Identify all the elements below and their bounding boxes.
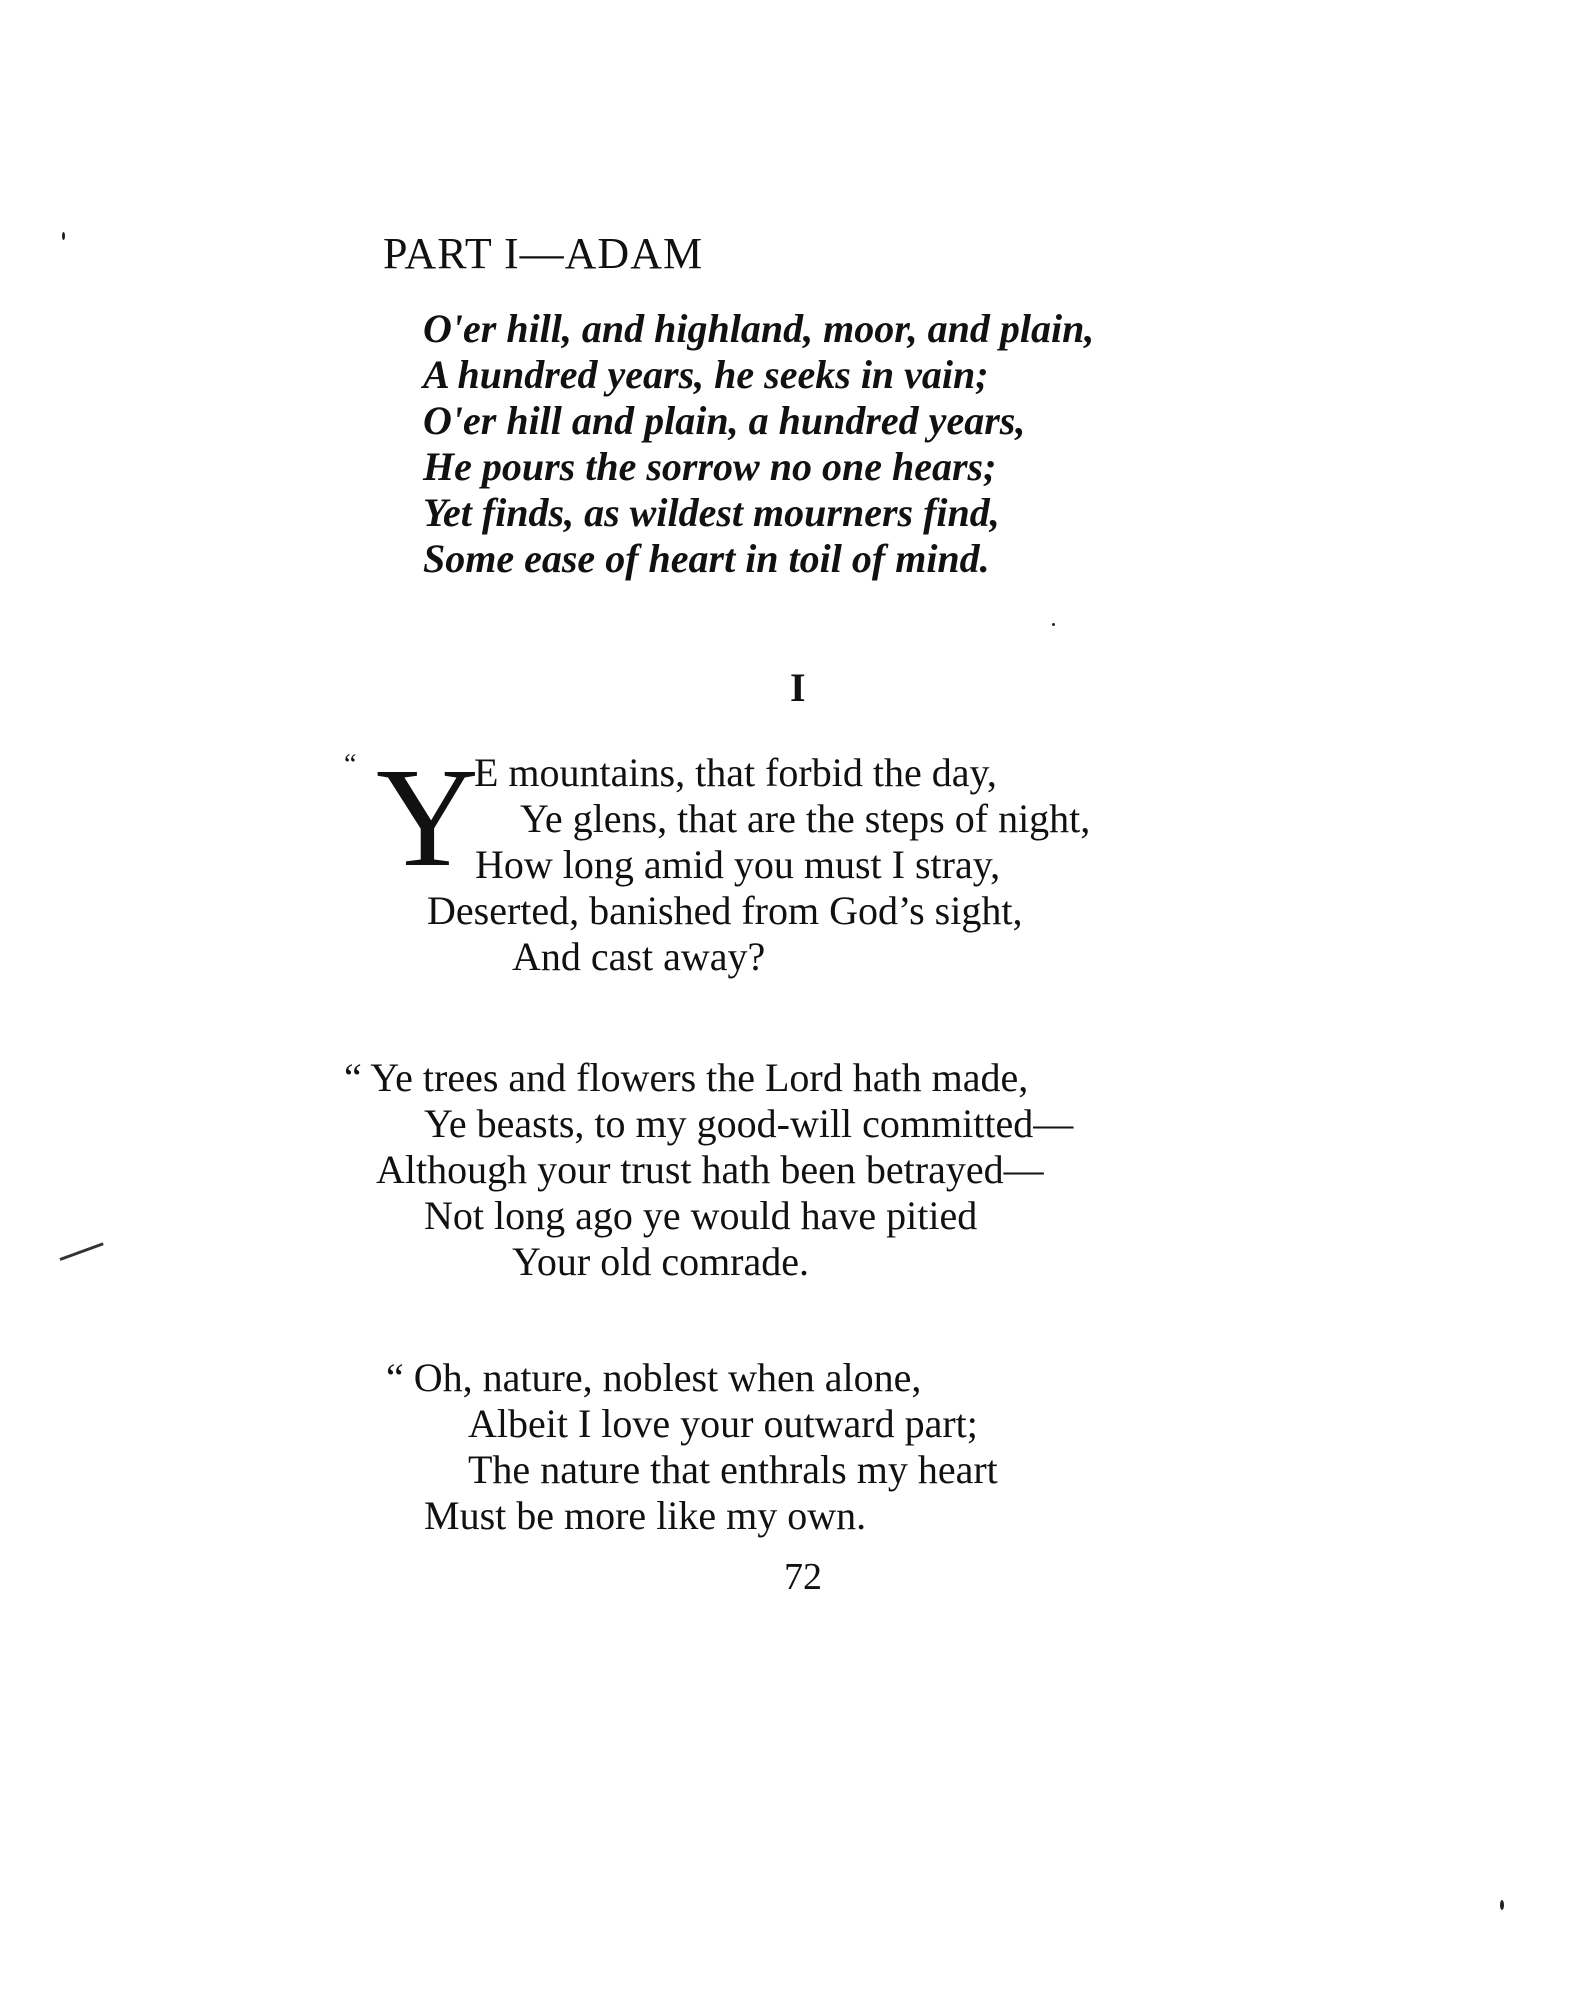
epigraph: [423, 306, 1094, 582]
verse-line: The nature that enthrals my heart: [468, 1447, 998, 1492]
epigraph-line: O'er hill, and highland, moor, and plain,: [423, 306, 1095, 351]
stanza-1: [344, 738, 1244, 990]
verse-line: Although your trust hath been betrayed—: [376, 1147, 1044, 1192]
drop-cap: Y: [376, 738, 479, 896]
section-number: I: [790, 665, 806, 710]
scan-speck: [1500, 1900, 1504, 1910]
part-heading: PART I—ADAM: [383, 229, 704, 278]
verse-line: Your old comrade.: [512, 1239, 810, 1284]
scan-speck: [62, 232, 65, 240]
verse-line: How long amid you must I stray,: [475, 842, 1001, 887]
verse-line: And cast away?: [512, 934, 766, 979]
verse-line: Albeit I love your outward part;: [468, 1401, 978, 1446]
epigraph-line: Yet finds, as wildest mourners find,: [423, 490, 1000, 535]
verse-line: Ye beasts, to my good-will committed—: [424, 1101, 1074, 1146]
verse-line: Ye glens, that are the steps of night,: [520, 796, 1091, 841]
epigraph-line: Some ease of heart in toil of mind.: [423, 536, 990, 581]
epigraph-line: O'er hill and plain, a hundred years,: [423, 398, 1026, 443]
epigraph-line: A hundred years, he seeks in vain;: [423, 352, 989, 397]
page-number: 72: [784, 1556, 822, 1598]
verse-line: Deserted, banished from God’s sight,: [427, 888, 1023, 933]
verse-line: Must be more like my own.: [424, 1493, 867, 1538]
verse-line: “ Ye trees and flowers the Lord hath made,: [344, 1055, 1029, 1100]
stanza-2: [344, 1055, 1244, 1295]
scan-mark: [59, 1242, 103, 1261]
stanza-3: [386, 1355, 1286, 1555]
verse-line: E mountains, that forbid the day,: [474, 750, 997, 795]
opening-quote: “: [344, 749, 357, 780]
verse-line: Not long ago ye would have pitied: [424, 1193, 978, 1238]
epigraph-line: He pours the sorrow no one hears;: [423, 444, 997, 489]
scan-speck: [1052, 623, 1055, 626]
verse-line: “ Oh, nature, noblest when alone,: [386, 1355, 922, 1400]
